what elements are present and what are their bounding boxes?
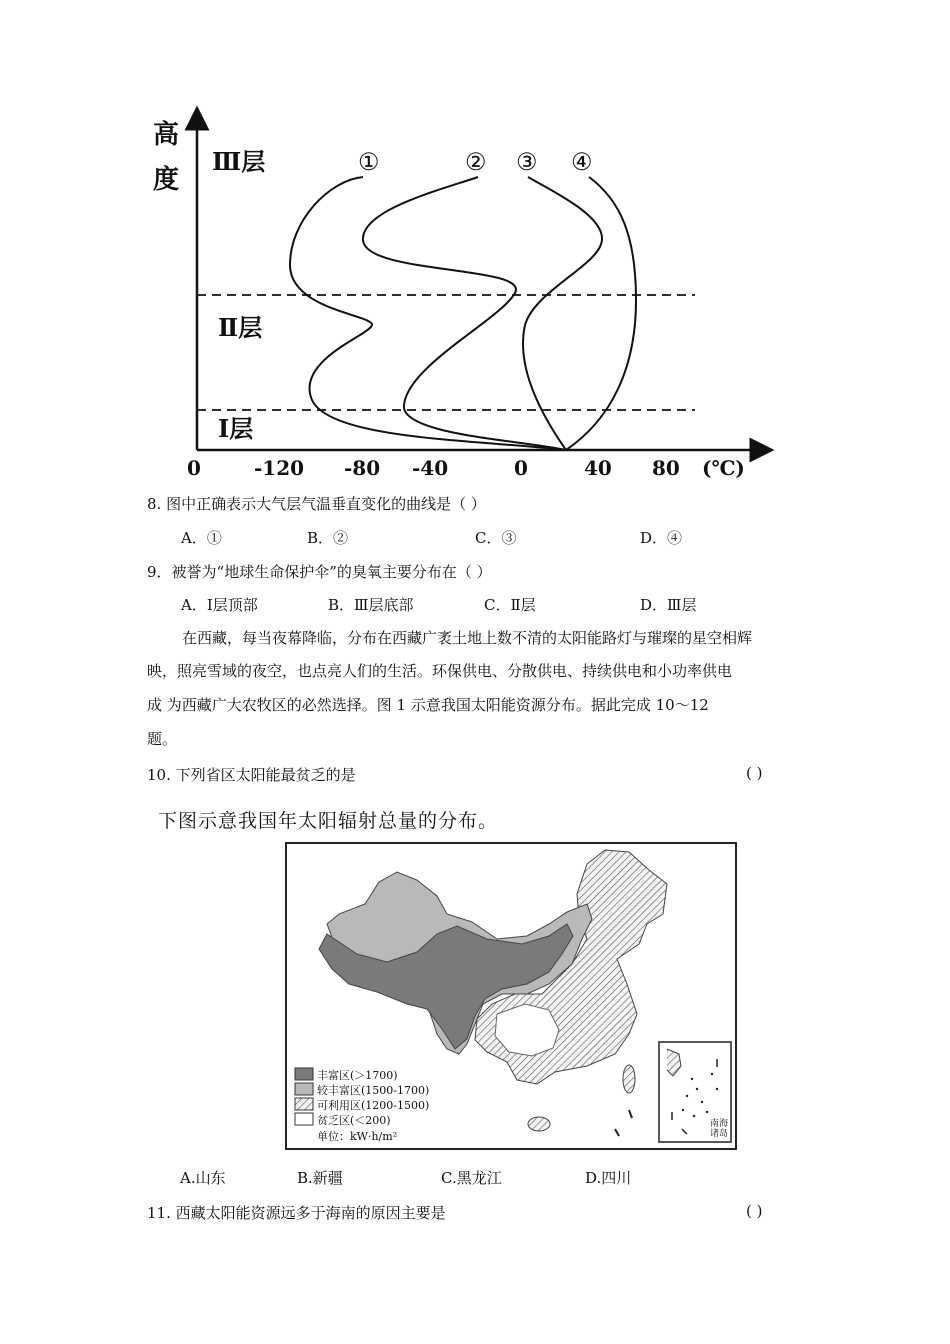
x-tick-origin: 0: [187, 456, 201, 480]
q9-option-d: D．Ⅲ层: [640, 596, 697, 614]
legend-swatch-poor: [295, 1113, 313, 1125]
x-tick-80: 80: [652, 456, 680, 480]
q10-answer-bracket: ( ): [746, 764, 763, 782]
passage-line-4: 题。: [147, 730, 178, 748]
legend-label-poor: 贫乏区(＜200): [317, 1114, 391, 1127]
layer-label-1: Ⅰ层: [218, 414, 254, 443]
q9-option-b: B．Ⅲ层底部: [328, 596, 414, 614]
passage-line-3: 成 为西藏广大农牧区的必然选择。图 1 示意我国太阳能资源分布。据此完成 10～12: [147, 696, 709, 714]
legend-label-rich: 丰富区(＞1700): [317, 1069, 398, 1082]
china-solar-radiation-map: [285, 842, 737, 1150]
x-tick-neg120: -120: [254, 456, 305, 480]
curve-label-1: ①: [358, 148, 380, 176]
atmosphere-temperature-chart: [140, 105, 780, 490]
inset-label: [710, 1119, 730, 1139]
q11-answer-bracket: ( ): [746, 1202, 763, 1220]
curve-2: [363, 177, 566, 450]
q8-option-b: B．②: [307, 529, 349, 547]
q10-option-d: D.四川: [585, 1169, 632, 1187]
q9-option-c: C．Ⅱ层: [484, 596, 536, 614]
layer-label-3: Ⅲ层: [212, 147, 266, 176]
q11-stem: 11. 西藏太阳能资源远多于海南的原因主要是: [147, 1204, 446, 1222]
legend-label-fairly-rich: 较丰富区(1500-1700): [317, 1084, 430, 1097]
legend-swatch-fairly-rich: [295, 1083, 313, 1095]
legend-swatch-rich: [295, 1068, 313, 1080]
curve-1: [290, 177, 566, 450]
x-unit: (℃): [702, 456, 745, 480]
hainan-island: [528, 1117, 550, 1131]
q8-option-a: A．①: [181, 529, 222, 547]
legend-unit: 单位：kW·h/m²: [317, 1130, 398, 1143]
y-axis-label-1: 高: [153, 120, 180, 150]
q8-option-d: D．④: [640, 529, 683, 547]
q9-stem: 9．被誉为“地球生命保护伞”的臭氧主要分布在（ ）: [147, 563, 492, 581]
q10-option-b: B.新疆: [297, 1169, 343, 1187]
dash-segment-1: [615, 1129, 619, 1136]
inset-label-line-1: 南海: [710, 1119, 729, 1129]
curve-label-2: ②: [465, 148, 487, 176]
curve-label-3: ③: [516, 148, 538, 176]
passage-line-1: 在西藏，每当夜幕降临，分布在西藏广袤土地上数不清的太阳能路灯与璀璨的星空相辉: [182, 629, 753, 647]
q9-option-a: A．Ⅰ层顶部: [181, 596, 258, 614]
q10-option-a: A.山东: [180, 1169, 226, 1187]
layer-label-2: Ⅱ层: [218, 313, 263, 342]
passage-line-2: 映，照亮雪域的夜空，也点亮人们的生活。环保供电、分散供电、持续供电和小功率供电: [147, 662, 733, 680]
curve-label-4: ④: [571, 148, 593, 176]
q8-stem: 8. 图中正确表示大气层气温垂直变化的曲线是（ ）: [147, 495, 486, 513]
taiwan-island: [623, 1065, 635, 1093]
x-tick-40: 40: [584, 456, 612, 480]
dash-segment-2: [629, 1110, 632, 1118]
curve-4: [566, 177, 636, 450]
map-caption: 下图示意我国年太阳辐射总量的分布。: [158, 810, 499, 832]
q10-stem: 10. 下列省区太阳能最贫乏的是: [147, 766, 356, 784]
inset-label-line-2: 诸岛: [710, 1129, 729, 1139]
legend-swatch-usable: [295, 1098, 313, 1110]
x-tick-neg80: -80: [344, 456, 381, 480]
q10-option-c: C.黑龙江: [441, 1169, 502, 1187]
q8-option-c: C．③: [475, 529, 517, 547]
x-tick-zero: 0: [514, 456, 528, 480]
x-tick-neg40: -40: [412, 456, 449, 480]
curve-3: [523, 177, 602, 450]
legend-label-usable: 可利用区(1200-1500): [317, 1099, 430, 1112]
y-axis-label-2: 度: [153, 165, 180, 195]
